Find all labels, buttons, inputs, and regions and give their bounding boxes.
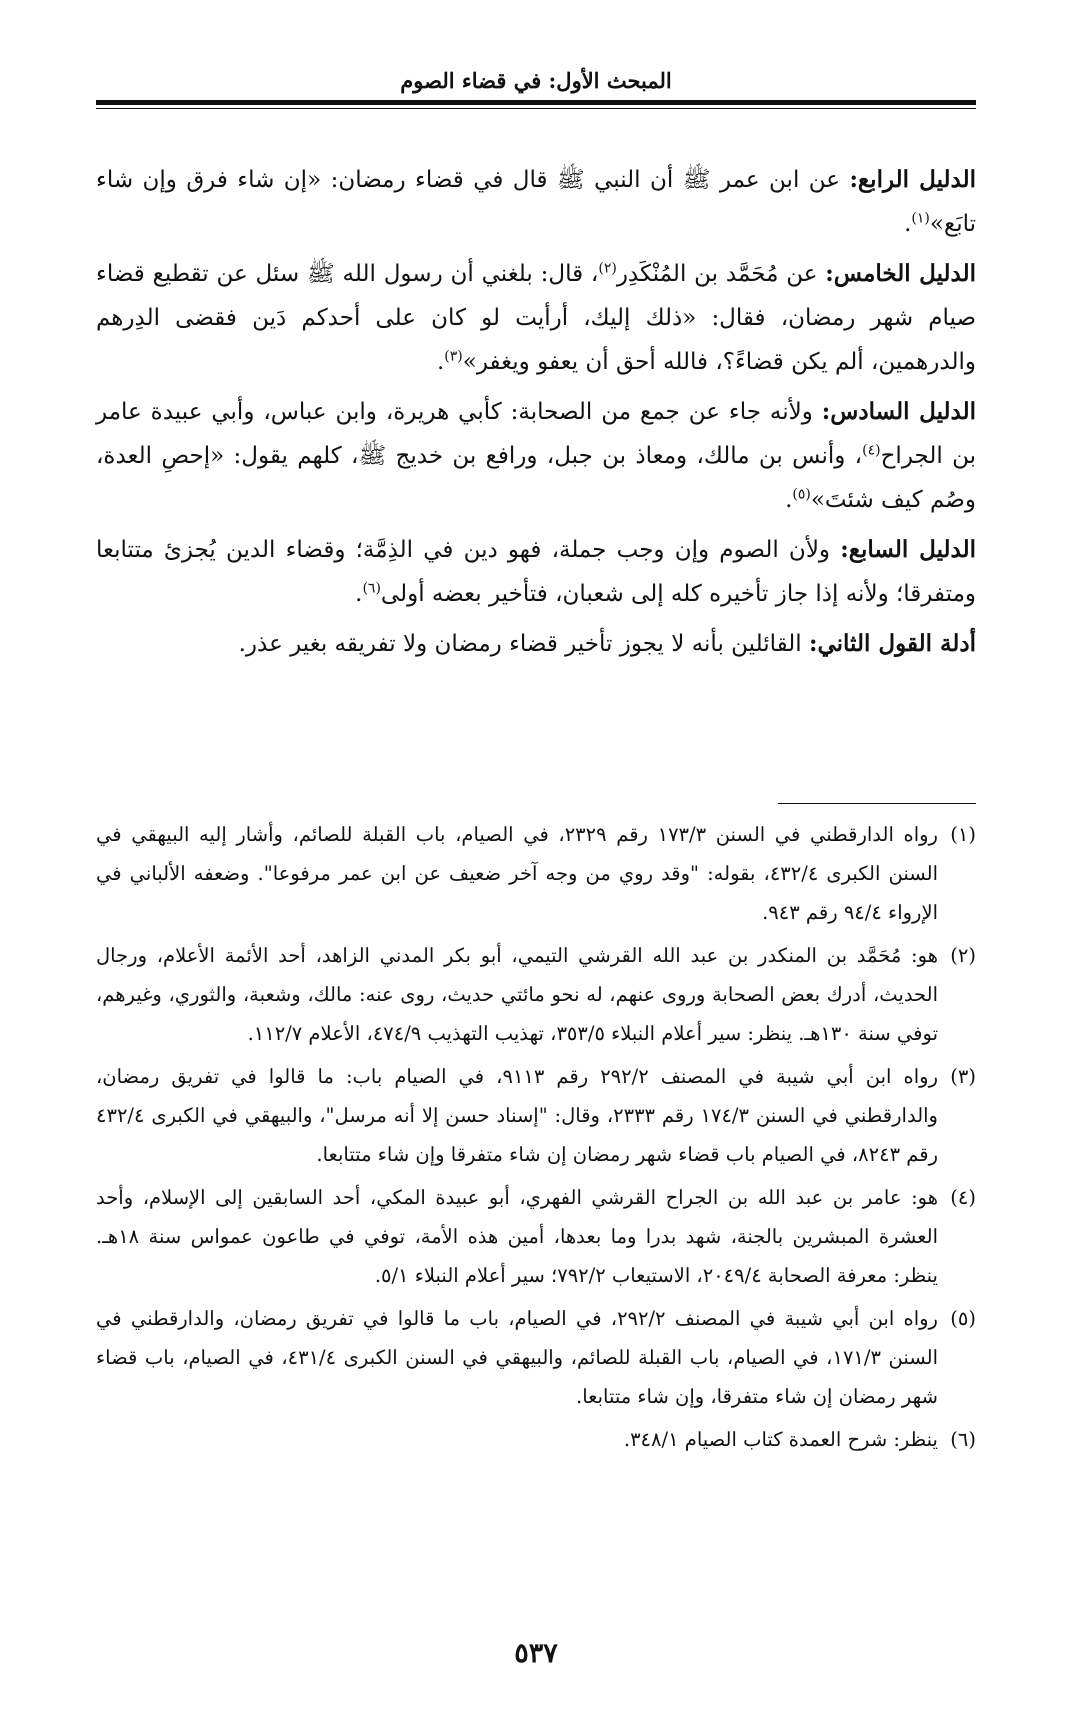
footnote-text: رواه ابن أبي شيبة في المصنف ٢٩٢/٢ رقم ٩١١٣، في الصيام باب: ما قالوا في تفريق رمضان، والدارقطني في السنن ١٧٤/٣ رقم ٢٣٣٣، وقال: "إسناد حسن إلا أنه مرسل"، والبيهقي في الكبرى ٤٣٢/٤ رقم ٨٢٤٣، في الصيام باب قضاء شهر رمضان إن شاء متفرقا وإن شاء متتابعا. xyxy=(96,1065,938,1166)
paragraph-heading: الدليل السادس: xyxy=(821,398,977,425)
paragraph-evidence-4 xyxy=(96,158,976,246)
footnote-1 xyxy=(96,815,976,932)
paragraph-tail: . xyxy=(436,349,445,375)
header-rule-thick xyxy=(96,100,976,105)
paragraph-second-opinion xyxy=(96,622,976,666)
footnote-ref[interactable]: (٥) xyxy=(792,486,811,503)
header-rule-thin xyxy=(96,108,976,109)
running-header: المبحث الأول: في قضاء الصوم xyxy=(400,68,672,93)
footnote-number: (٤) xyxy=(950,1186,976,1209)
footnote-number: (٢) xyxy=(950,944,976,967)
footnote-6 xyxy=(96,1420,976,1459)
footnote-number: (١) xyxy=(950,823,976,846)
footnote-separator xyxy=(778,803,976,804)
footnote-5 xyxy=(96,1299,976,1416)
footnote-ref[interactable]: (٦) xyxy=(362,580,381,597)
footnote-number: (٣) xyxy=(950,1065,976,1088)
footnote-text: ينظر: شرح العمدة كتاب الصيام ٣٤٨/١. xyxy=(623,1428,938,1451)
footnote-text: هو: مُحَمَّد بن المنكدر بن عبد الله القرشي التيمي، أبو بكر المدني الزاهد، أحد الأئمة الأعلام، ورجال الحديث، أدرك بعض الصحابة وروى عنهم، له نحو مائتي حديث، روى عنه: مالك، وشعبة، والثوري، وغيرهم، توفي سنة ١٣٠هـ. ينظر: سير أعلام النبلاء ٣٥٣/٥، تهذيب التهذيب ٤٧٤/٩، الأعلام ١١٢/٧. xyxy=(96,944,938,1045)
paragraph-tail: ، وأنس بن مالك، ومعاذ بن جبل، ورافع بن خديج ﷺ، كلهم يقول: «إحصِ العدة، وصُم كيف شئتَ» xyxy=(96,443,976,513)
main-text xyxy=(96,158,976,672)
footnote-2 xyxy=(96,936,976,1053)
paragraph-tail: . xyxy=(355,581,363,607)
paragraph-text: القائلين بأنه لا يجوز تأخير قضاء رمضان ولا تفريقه بغير عذر. xyxy=(238,631,802,657)
paragraph-evidence-5 xyxy=(96,252,976,384)
paragraph-text: عن مُحَمَّد بن المُنْكَدِر xyxy=(616,261,818,287)
footnote-text: رواه الدارقطني في السنن ١٧٣/٣ رقم ٢٣٢٩، في الصيام، باب القبلة للصائم، وأشار إليه البيهقي في السنن الكبرى ٤٣٢/٤، بقوله: "وقد روي من وجه آخر ضعيف عن ابن عمر مرفوعا". وضعفه الألباني في الإرواء ٩٤/٤ رقم ٩٤٣. xyxy=(96,823,938,924)
footnote-text: رواه ابن أبي شيبة في المصنف ٢٩٢/٢، في الصيام، باب ما قالوا في تفريق رمضان، والدارقطني في السنن ١٧١/٣، في الصيام، باب القبلة للصائم، والبيهقي في السنن الكبرى ٤٣١/٤، في الصيام، باب قضاء شهر رمضان إن شاء متفرقا، وإن شاء متتابعا. xyxy=(96,1307,938,1408)
footnote-ref[interactable]: (٢) xyxy=(598,260,617,277)
footnote-4 xyxy=(96,1178,976,1295)
paragraph-evidence-6 xyxy=(96,390,976,522)
paragraph-heading: أدلة القول الثاني: xyxy=(808,630,976,657)
footnote-ref[interactable]: (٣) xyxy=(444,348,463,365)
paragraph-text: عن ابن عمر ﷺ أن النبي ﷺ قال في قضاء رمضان: «إن شاء فرق وإن شاء تابَع» xyxy=(96,167,976,237)
footnote-ref[interactable]: (١) xyxy=(911,210,930,227)
paragraph-heading: الدليل الرابع: xyxy=(849,166,977,193)
page-number: ٥٣٧ xyxy=(514,1638,558,1669)
footnote-ref[interactable]: (٤) xyxy=(862,442,881,459)
paragraph-text: ولأن الصوم وإن وجب جملة، فهو دين في الذِمَّة؛ وقضاء الدين يُجزئ متتابعا ومتفرقا؛ ولأنه إذا جاز تأخيره كله إلى شعبان، فتأخير بعضه أولى xyxy=(96,537,976,607)
paragraph-tail: . xyxy=(904,211,912,237)
paragraph-heading: الدليل الخامس: xyxy=(825,260,977,287)
footnote-number: (٥) xyxy=(950,1307,976,1330)
footnotes xyxy=(96,815,976,1463)
paragraph-text: ولأنه جاء عن جمع من الصحابة: كأبي هريرة، وابن عباس، وأبي عبيدة عامر بن الجراح xyxy=(96,399,976,469)
footnote-number: (٦) xyxy=(950,1428,976,1451)
footnote-text: هو: عامر بن عبد الله بن الجراح القرشي الفهري، أبو عبيدة المكي، أحد السابقين إلى الإسلام، وأحد العشرة المبشرين بالجنة، شهد بدرا وما بعدها، أمين هذه الأمة، توفي في طاعون عمواس سنة ١٨هـ. ينظر: معرفة الصحابة ٢٠٤٩/٤، الاستيعاب ٧٩٢/٢؛ سير أعلام النبلاء ٥/١. xyxy=(96,1186,938,1287)
paragraph-tail: . xyxy=(785,487,793,513)
paragraph-heading: الدليل السابع: xyxy=(840,536,977,563)
paragraph-tail: ، قال: بلغني أن رسول الله ﷺ سئل عن تقطيع قضاء صيام شهر رمضان، فقال: «ذلك إليك، أرأيت لو كان على أحدكم دَين فقضى الدِرهم والدرهمين، ألم يكن قضاءً؟، فالله أحق أن يعفو ويغفر» xyxy=(96,261,976,375)
paragraph-evidence-7 xyxy=(96,528,976,616)
footnote-3 xyxy=(96,1057,976,1174)
